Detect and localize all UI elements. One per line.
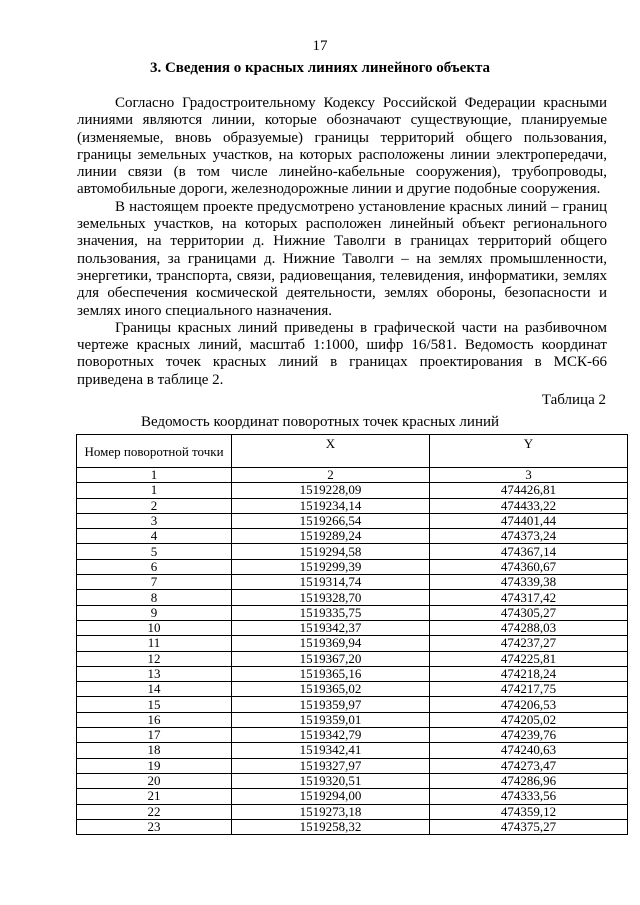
table-row	[77, 804, 628, 819]
cell-x: 1519327,97	[232, 758, 430, 773]
cell-point-number: 2	[77, 498, 232, 513]
cell-x: 1519320,51	[232, 773, 430, 788]
table-label: Таблица 2	[541, 392, 606, 408]
page-number: 17	[312, 38, 328, 54]
cell-x: 1519328,70	[232, 590, 430, 605]
cell-point-number: 7	[77, 575, 232, 590]
table-row	[77, 575, 628, 590]
cell-x: 1519335,75	[232, 605, 430, 620]
cell-y: 474401,44	[430, 513, 628, 528]
cell-point-number: 13	[77, 666, 232, 681]
cell-point-number: 8	[77, 590, 232, 605]
cell-y: 474339,38	[430, 575, 628, 590]
cell-point-number: 14	[77, 682, 232, 697]
table-row	[77, 819, 628, 834]
table-row	[77, 789, 628, 804]
cell-y: 474426,81	[430, 483, 628, 498]
table-row	[77, 773, 628, 788]
cell-y: 474225,81	[430, 651, 628, 666]
cell-x: 1519289,24	[232, 529, 430, 544]
cell-point-number: 23	[77, 819, 232, 834]
header-point-number: Номер поворотной точки	[77, 435, 232, 468]
cell-point-number: 20	[77, 773, 232, 788]
cell-x: 1519294,00	[232, 789, 430, 804]
cell-y: 474373,24	[430, 529, 628, 544]
header-x: X	[232, 435, 430, 468]
cell-y: 474286,96	[430, 773, 628, 788]
cell-x: 1519365,02	[232, 682, 430, 697]
table-header-row	[77, 435, 628, 468]
cell-x: 1519314,74	[232, 575, 430, 590]
cell-point-number: 22	[77, 804, 232, 819]
cell-x: 1519342,37	[232, 620, 430, 635]
paragraph-3: Границы красных линий приведены в графической части на разбивочном чертеже красных линий, масштаб 1:1000, шифр 16/581. Ведомость координат поворотных точек красных линий в границах проектирования в МСК-66 приведена в таблице 2.	[77, 319, 607, 388]
cell-y: 474305,27	[430, 605, 628, 620]
cell-point-number: 18	[77, 743, 232, 758]
cell-y: 474237,27	[430, 636, 628, 651]
table-row	[77, 620, 628, 635]
body-text	[77, 95, 607, 389]
table-row	[77, 758, 628, 773]
cell-y: 474239,76	[430, 728, 628, 743]
cell-point-number: 3	[77, 513, 232, 528]
cell-point-number: 11	[77, 636, 232, 651]
table-row	[77, 483, 628, 498]
cell-y: 474218,24	[430, 666, 628, 681]
table-row	[77, 605, 628, 620]
table-row	[77, 590, 628, 605]
table-row	[77, 636, 628, 651]
cell-y: 474273,47	[430, 758, 628, 773]
cell-y: 474217,75	[430, 682, 628, 697]
table-row	[77, 651, 628, 666]
cell-point-number: 12	[77, 651, 232, 666]
cell-point-number: 10	[77, 620, 232, 635]
cell-point-number: 21	[77, 789, 232, 804]
coordinates-table	[76, 434, 628, 835]
cell-y: 474240,63	[430, 743, 628, 758]
cell-x: 1519359,97	[232, 697, 430, 712]
table-row	[77, 529, 628, 544]
cell-x: 1519342,41	[232, 743, 430, 758]
cell-point-number: 5	[77, 544, 232, 559]
column-number-2: 2	[232, 468, 430, 483]
table-row	[77, 544, 628, 559]
cell-y: 474205,02	[430, 712, 628, 727]
cell-point-number: 6	[77, 559, 232, 574]
cell-point-number: 17	[77, 728, 232, 743]
cell-y: 474206,53	[430, 697, 628, 712]
table-row	[77, 728, 628, 743]
cell-y: 474359,12	[430, 804, 628, 819]
cell-y: 474317,42	[430, 590, 628, 605]
cell-x: 1519228,09	[232, 483, 430, 498]
cell-x: 1519266,54	[232, 513, 430, 528]
cell-x: 1519359,01	[232, 712, 430, 727]
cell-x: 1519294,58	[232, 544, 430, 559]
table-row	[77, 498, 628, 513]
table-row	[77, 666, 628, 681]
cell-y: 474433,22	[430, 498, 628, 513]
cell-x: 1519258,32	[232, 819, 430, 834]
cell-x: 1519299,39	[232, 559, 430, 574]
table-row	[77, 513, 628, 528]
cell-point-number: 16	[77, 712, 232, 727]
paragraph-2: В настоящем проекте предусмотрено установление красных линий – границ земельных участков, на которых расположен линейный объект регионального значения, на территории д. Нижние Таволги в границах территорий общего пользования, за границами д. Нижние Таволги – на землях промышленности, энергетики, транспорта, связи, радиовещания, телевидения, информатики, землях для обеспечения космической деятельности, землях обороны, безопасности и землях иного специального назначения.	[77, 198, 607, 319]
paragraph-1: Согласно Градостроительному Кодексу Российской Федерации красными линиями являются линии, которые обозначают существующие, планируемые (изменяемые, вновь образуемые) границы территорий общего пользования, границы земельных участков, на которых расположены линии электропередачи, линии связи (в том числе линейно-кабельные сооружения), трубопроводы, автомобильные дороги, железнодорожные линии и другие подобные сооружения.	[77, 95, 607, 198]
cell-y: 474333,56	[430, 789, 628, 804]
cell-point-number: 19	[77, 758, 232, 773]
table-body	[77, 483, 628, 835]
table-row	[77, 743, 628, 758]
cell-y: 474375,27	[430, 819, 628, 834]
cell-x: 1519367,20	[232, 651, 430, 666]
column-number-1: 1	[77, 468, 232, 483]
cell-point-number: 1	[77, 483, 232, 498]
table-row	[77, 712, 628, 727]
column-number-3: 3	[430, 468, 628, 483]
cell-y: 474288,03	[430, 620, 628, 635]
table-row	[77, 559, 628, 574]
cell-point-number: 9	[77, 605, 232, 620]
section-title: 3. Сведения о красных линиях линейного объекта	[149, 60, 491, 76]
cell-x: 1519365,16	[232, 666, 430, 681]
header-y: Y	[430, 435, 628, 468]
cell-x: 1519273,18	[232, 804, 430, 819]
cell-x: 1519234,14	[232, 498, 430, 513]
table-caption: Ведомость координат поворотных точек красных линий	[140, 414, 500, 430]
cell-x: 1519342,79	[232, 728, 430, 743]
table-row	[77, 682, 628, 697]
cell-y: 474367,14	[430, 544, 628, 559]
cell-x: 1519369,94	[232, 636, 430, 651]
column-number-row	[77, 468, 628, 483]
cell-point-number: 4	[77, 529, 232, 544]
cell-point-number: 15	[77, 697, 232, 712]
cell-y: 474360,67	[430, 559, 628, 574]
table-row	[77, 697, 628, 712]
